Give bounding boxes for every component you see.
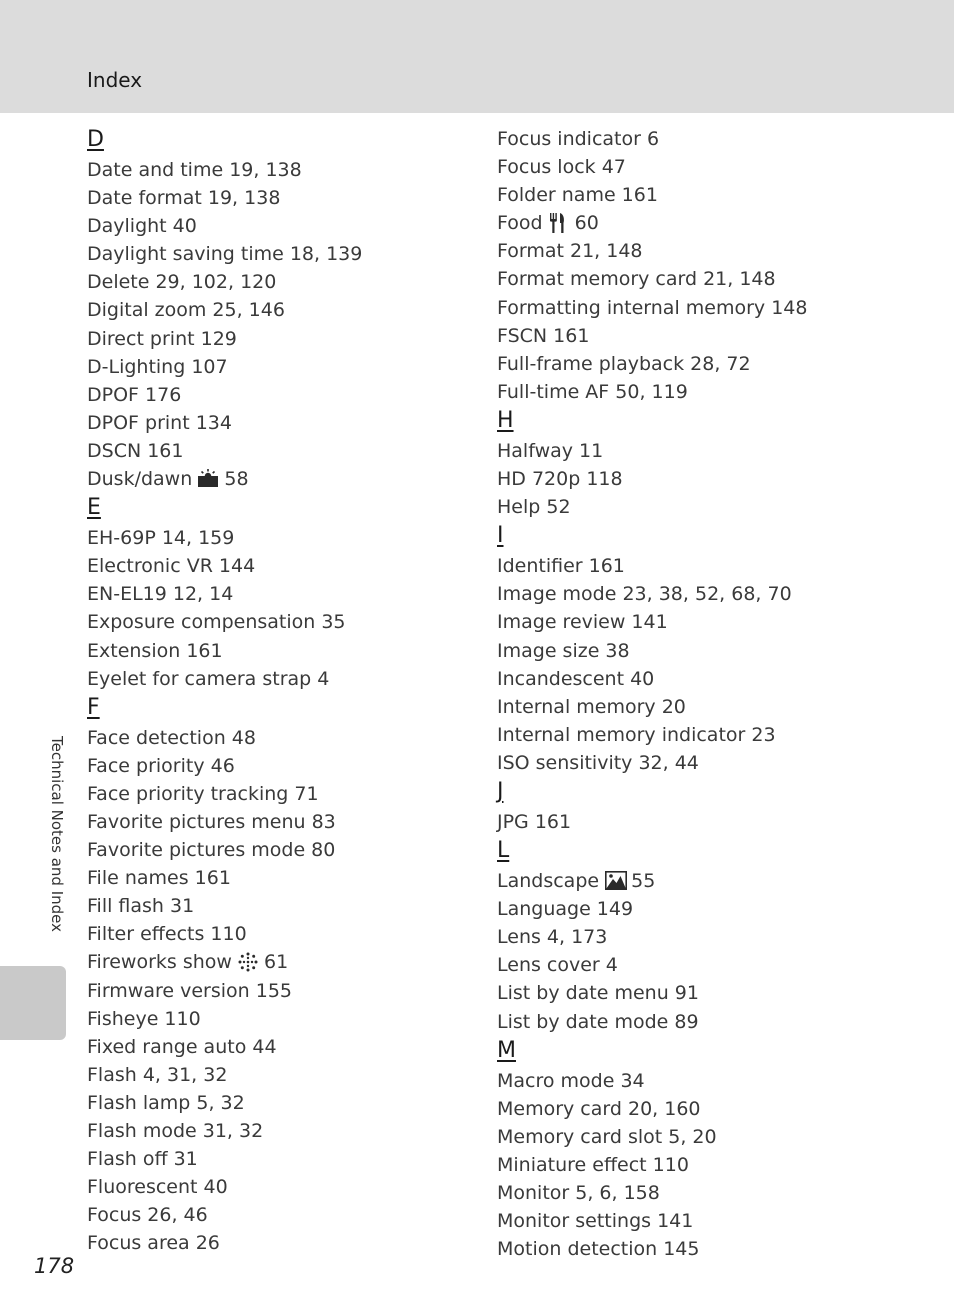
- index-entry-eh-69p-14-159: EH-69P 14, 159: [87, 527, 235, 550]
- index-entry-flash-4-31-32: Flash 4, 31, 32: [87, 1063, 228, 1086]
- entry-label: Dusk/dawn: [87, 468, 193, 491]
- index-entry-full-time-af-50-119: Full-time AF 50, 119: [497, 380, 688, 403]
- index-entry-landscape: [497, 867, 937, 895]
- index-letter-i: I: [497, 523, 504, 549]
- index-entry-extension-161: Extension 161: [87, 639, 223, 662]
- index-entry-favorite-pictures-mode-80: Favorite pictures mode 80: [87, 839, 336, 862]
- index-entry-daylight-40: Daylight 40: [87, 215, 197, 238]
- food-icon: [549, 213, 568, 231]
- index-entry-firmware-version-155: Firmware version 155: [87, 979, 293, 1002]
- index-entry-flash-mode-31-32: Flash mode 31, 32: [87, 1120, 264, 1142]
- index-entry-macro-mode-34: Macro mode 34: [497, 1069, 645, 1092]
- index-entry-miniature-effect-110: Miniature effect 110: [497, 1153, 689, 1176]
- index-entry-monitor-settings-141: Monitor settings 141: [497, 1210, 694, 1233]
- index-entry-date-format-19-138: Date format 19, 138: [87, 187, 281, 210]
- fireworks-icon: [238, 952, 257, 970]
- entry-pages: 58: [224, 468, 249, 491]
- index-entry-image-size-38: Image size 38: [497, 639, 630, 662]
- index-entry-motion-detection-145: Motion detection 145: [497, 1238, 700, 1261]
- index-entry-image-mode-23-38-52-68-70: Image mode 23, 38, 52, 68, 70: [497, 583, 792, 606]
- index-entry-daylight-saving-time-18-139: Daylight saving time 18, 139: [87, 243, 363, 266]
- index-entry-lens-4-173: Lens 4, 173: [497, 926, 608, 949]
- index-column-right: [497, 125, 937, 1263]
- header-title: Index: [87, 68, 143, 92]
- index-entry-halfway-11: Halfway 11: [497, 439, 604, 462]
- index-entry-image-review-141: Image review 141: [497, 611, 668, 634]
- index-entry-face-priority-tracking-71: Face priority tracking 71: [87, 782, 319, 805]
- index-entry-fill-flash-31: Fill flash 31: [87, 895, 195, 918]
- index-entry-lens-cover-4: Lens cover 4: [497, 954, 618, 977]
- index-entry-fluorescent-40: Fluorescent 40: [87, 1176, 228, 1199]
- index-entry-flash-lamp-5-32: Flash lamp 5, 32: [87, 1091, 245, 1114]
- index-letter-e: E: [87, 495, 101, 521]
- index-entry-internal-memory-20: Internal memory 20: [497, 695, 686, 718]
- entry-pages: 61: [264, 951, 289, 974]
- index-letter-h: H: [497, 407, 514, 433]
- index-column-left: [87, 125, 527, 1257]
- index-entry-fscn-161: FSCN 161: [497, 324, 590, 347]
- index-entry-dscn-161: DSCN 161: [87, 439, 184, 462]
- index-entry-favorite-pictures-menu-83: Favorite pictures menu 83: [87, 810, 336, 833]
- index-entry-electronic-vr-144: Electronic VR 144: [87, 555, 256, 578]
- index-entry-incandescent-40: Incandescent 40: [497, 667, 655, 690]
- page-header: [0, 0, 954, 113]
- index-entry-internal-memory-indicator-23: Internal memory indicator 23: [497, 723, 776, 746]
- index-entry-language-149: Language 149: [497, 898, 634, 921]
- index-entry-monitor-5-6-158: Monitor 5, 6, 158: [497, 1182, 660, 1204]
- index-entry-full-frame-playback-28-72: Full-frame playback 28, 72: [497, 352, 751, 375]
- index-entry-focus-area-26: Focus area 26: [87, 1232, 220, 1255]
- index-entry-eyelet-for-camera-strap-4: Eyelet for camera strap 4: [87, 667, 330, 690]
- index-entry-fisheye-110: Fisheye 110: [87, 1007, 201, 1030]
- index-entry-direct-print-129: Direct print 129: [87, 327, 237, 350]
- dusk-dawn-icon: [198, 469, 217, 487]
- index-entry-delete-29-102-120: Delete 29, 102, 120: [87, 271, 277, 294]
- index-letter-m: M: [497, 1037, 516, 1063]
- index-letter-l: L: [497, 838, 510, 864]
- index-entry-focus-26-46: Focus 26, 46: [87, 1204, 208, 1227]
- index-entry-digital-zoom-25-146: Digital zoom 25, 146: [87, 299, 285, 322]
- index-entry-list-by-date-mode-89: List by date mode 89: [497, 1010, 699, 1033]
- index-entry-hd-720p-118: HD 720p 118: [497, 468, 623, 491]
- index-entry-format-memory-card-21-148: Format memory card 21, 148: [497, 268, 776, 291]
- page-number: 178: [34, 1254, 75, 1278]
- section-tab: [0, 966, 66, 1040]
- entry-label: Food: [497, 212, 543, 235]
- index-letter-d: D: [87, 127, 104, 152]
- section-label: Technical Notes and Index: [48, 736, 66, 933]
- entry-pages: 60: [574, 212, 599, 235]
- index-entry-dusk-dawn: [87, 465, 527, 493]
- index-entry-formatting-internal-memory-148: Formatting internal memory 148: [497, 296, 808, 319]
- index-entry-format-21-148: Format 21, 148: [497, 240, 643, 263]
- index-entry-dpof-176: DPOF 176: [87, 383, 182, 406]
- index-entry-face-priority-46: Face priority 46: [87, 754, 235, 777]
- index-entry-focus-indicator-6: Focus indicator 6: [497, 128, 660, 150]
- landscape-icon: [605, 871, 624, 889]
- index-entry-jpg-161: JPG 161: [497, 810, 572, 833]
- index-entry-face-detection-48: Face detection 48: [87, 726, 256, 749]
- index-entry-memory-card-slot-5-20: Memory card slot 5, 20: [497, 1125, 717, 1148]
- index-entry-en-el19-12-14: EN-EL19 12, 14: [87, 583, 234, 606]
- index-letter-j: J: [497, 778, 504, 804]
- entry-pages: 55: [631, 870, 656, 893]
- index-entry-fireworks-show: [87, 948, 527, 976]
- index-entry-iso-sensitivity-32-44: ISO sensitivity 32, 44: [497, 751, 699, 774]
- index-entry-list-by-date-menu-91: List by date menu 91: [497, 982, 699, 1005]
- index-entry-folder-name-161: Folder name 161: [497, 184, 658, 207]
- index-entry-food: [497, 209, 937, 237]
- index-entry-d-lighting-107: D-Lighting 107: [87, 355, 228, 378]
- entry-label: Fireworks show: [87, 951, 232, 974]
- index-letter-f: F: [87, 694, 100, 720]
- index-entry-help-52: Help 52: [497, 496, 571, 519]
- index-entry-fixed-range-auto-44: Fixed range auto 44: [87, 1035, 277, 1058]
- entry-label: Landscape: [497, 870, 600, 893]
- index-entry-flash-off-31: Flash off 31: [87, 1148, 198, 1171]
- index-entry-date-and-time-19-138: Date and time 19, 138: [87, 159, 302, 181]
- index-entry-focus-lock-47: Focus lock 47: [497, 156, 626, 179]
- index-entry-identifier-161: Identifier 161: [497, 555, 625, 578]
- index-entry-memory-card-20-160: Memory card 20, 160: [497, 1097, 701, 1120]
- index-entry-filter-effects-110: Filter effects 110: [87, 923, 247, 946]
- index-entry-dpof-print-134: DPOF print 134: [87, 411, 232, 434]
- index-entry-file-names-161: File names 161: [87, 867, 231, 890]
- index-entry-exposure-compensation-35: Exposure compensation 35: [87, 611, 346, 634]
